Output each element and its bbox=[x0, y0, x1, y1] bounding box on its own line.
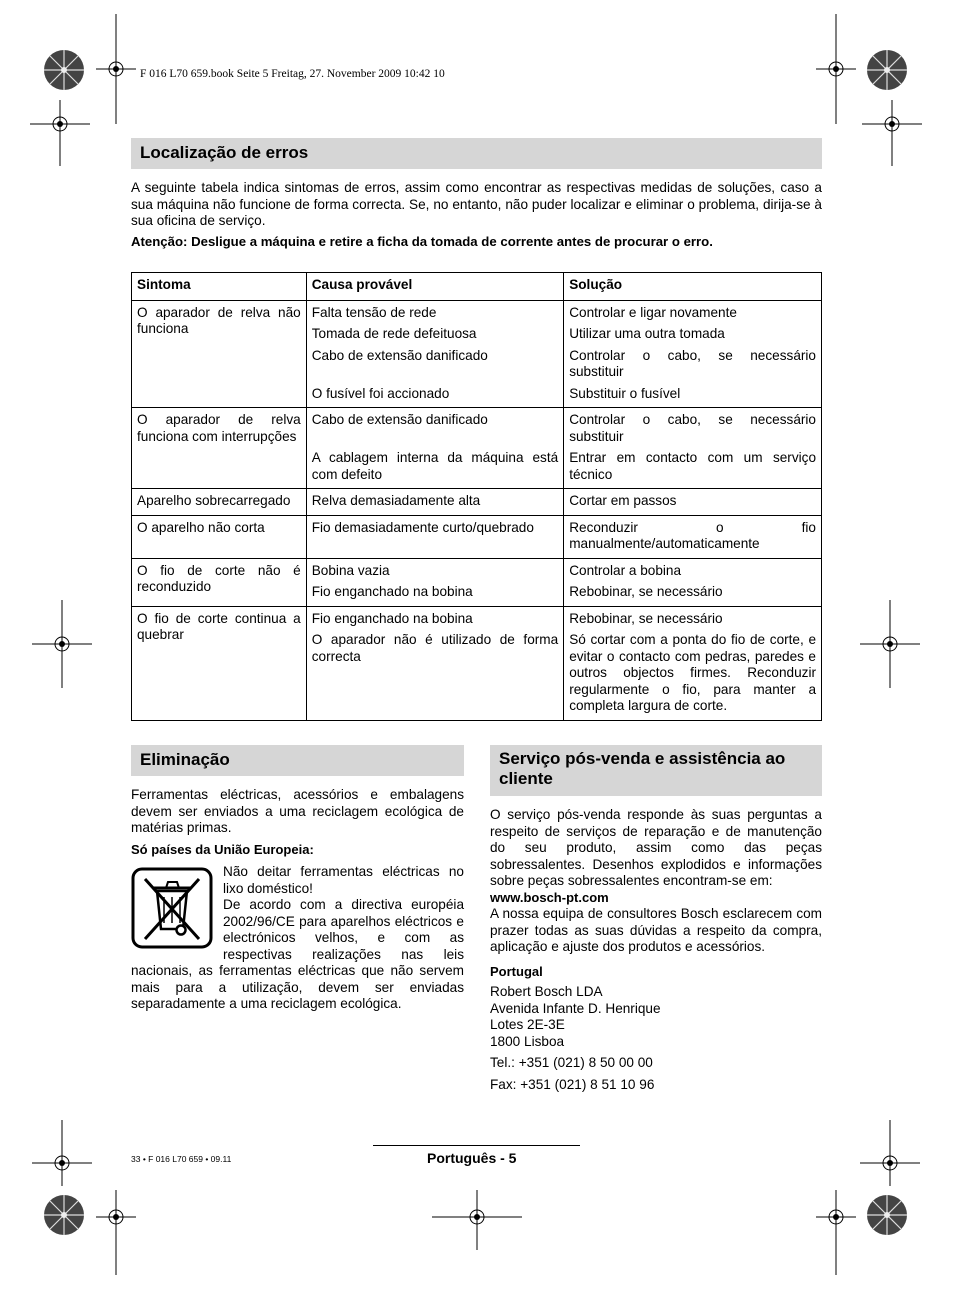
solution-item: Controlar o cabo, se necessário substituir bbox=[569, 347, 816, 379]
disposal-heading bbox=[131, 745, 464, 776]
solution-cell bbox=[564, 489, 822, 516]
cause-item: Fio enganchado na bobina bbox=[311, 584, 473, 599]
cause-item: A cablagem interna da máquina está com defeito bbox=[311, 450, 559, 482]
troubleshooting-warning: Atenção: Desligue a máquina e retire a ficha da tomada de corrente antes de procurar o erro. bbox=[131, 234, 713, 249]
table-row bbox=[132, 489, 822, 516]
cause-item: O aparador não é utilizado de forma correcta bbox=[311, 632, 559, 664]
solution-item: Controlar e ligar novamente bbox=[569, 304, 737, 320]
troubleshooting-title: Localização de erros bbox=[140, 143, 309, 162]
solution-cell bbox=[564, 606, 822, 720]
cause-item: Fio enganchado na bobina bbox=[311, 610, 473, 626]
solution-cell bbox=[564, 300, 822, 408]
cause-cell bbox=[306, 408, 563, 489]
footer-rule bbox=[373, 1145, 580, 1146]
weee-notice bbox=[131, 864, 464, 1013]
column-header-cause: Causa provável bbox=[306, 273, 563, 301]
solution-item: Rebobinar, se necessário bbox=[569, 584, 723, 599]
crop-mark bbox=[862, 100, 922, 166]
service-company: Robert Bosch LDA bbox=[490, 984, 603, 999]
service-paragraph-2: A nossa equipa de consultores Bosch esclarecem com prazer todas as suas dúvidas a respeito da compra, aplicação e ajuste dos produtos e acessórios. bbox=[490, 906, 822, 954]
cause-cell bbox=[306, 300, 563, 408]
cause-item: Cabo de extensão danificado bbox=[311, 347, 488, 363]
service-lotes: Lotes 2E-3E bbox=[490, 1017, 565, 1032]
solution-cell bbox=[564, 558, 822, 606]
registration-starburst bbox=[862, 45, 912, 95]
registration-starburst bbox=[39, 1190, 89, 1240]
symptom-cell: O aparador de relva não funciona bbox=[132, 300, 307, 408]
service-fax: Fax: +351 (021) 8 51 10 96 bbox=[490, 1076, 655, 1092]
cause-cell bbox=[306, 558, 563, 606]
cause-item: O fusível foi accionado bbox=[311, 385, 450, 401]
crop-mark bbox=[96, 14, 136, 124]
symptom-cell: O aparelho não corta bbox=[132, 515, 307, 558]
crop-mark bbox=[32, 600, 92, 688]
solution-item: Rebobinar, se necessário bbox=[569, 610, 723, 626]
troubleshooting-table bbox=[131, 272, 822, 721]
cause-cell bbox=[306, 489, 563, 516]
solution-item: Reconduzir o fio manualmente/automaticamente bbox=[569, 519, 816, 551]
solution-item: Substituir o fusível bbox=[569, 385, 681, 401]
registration-starburst bbox=[39, 45, 89, 95]
service-tel: Tel.: +351 (021) 8 50 00 00 bbox=[490, 1055, 653, 1070]
crop-mark bbox=[860, 1120, 920, 1186]
weee-notice-text-b: De acordo com a directiva européia 2002/96/CE para aparelhos eléctricos e electrónicos velhos, e com as respectivas realizações nas leis nacionais, as ferramentas eléctricas que não servem mais para a utilização, devem ser enviadas separadamente a uma reciclagem ecológica. bbox=[131, 897, 464, 1011]
service-content bbox=[490, 807, 822, 1093]
symptom-cell: Aparelho sobrecarregado bbox=[132, 489, 307, 516]
cause-item: Cabo de extensão danificado bbox=[311, 412, 488, 427]
cause-item: Fio demasiadamente curto/quebrado bbox=[311, 519, 534, 535]
cause-item: Tomada de rede defeituosa bbox=[311, 326, 477, 341]
solution-item: Controlar o cabo, se necessário substituir bbox=[569, 412, 816, 444]
crop-mark bbox=[30, 100, 90, 166]
crop-mark bbox=[816, 1190, 856, 1275]
footer-page-label: Português - 5 bbox=[427, 1150, 517, 1166]
service-title: Serviço pós-venda e assistência ao cliente bbox=[499, 749, 786, 788]
symptom-cell: O fio de corte continua a quebrar bbox=[132, 606, 307, 720]
table-row bbox=[132, 558, 822, 606]
cause-cell bbox=[306, 606, 563, 720]
eu-heading: Só países da União Europeia: bbox=[131, 842, 314, 857]
cause-item: Relva demasiadamente alta bbox=[311, 493, 481, 508]
service-country: Portugal bbox=[490, 963, 543, 979]
header-file-info: F 016 L70 659.book Seite 5 Freitag, 27. November 2009 10:42 10 bbox=[140, 68, 445, 80]
weee-notice-text-a: Não deitar ferramentas eléctricas no lixo doméstico! bbox=[223, 864, 464, 896]
crop-mark bbox=[32, 1120, 92, 1186]
cause-cell bbox=[306, 515, 563, 558]
solution-item: Controlar a bobina bbox=[569, 562, 682, 578]
symptom-cell: O fio de corte não é reconduzido bbox=[132, 558, 307, 606]
crop-mark bbox=[432, 1190, 522, 1250]
solution-cell bbox=[564, 408, 822, 489]
table-row bbox=[132, 515, 822, 558]
crop-mark bbox=[816, 14, 856, 124]
service-url-link[interactable]: www.bosch-pt.com bbox=[490, 889, 609, 905]
solution-cell bbox=[564, 515, 822, 558]
crop-mark bbox=[96, 1190, 136, 1275]
solution-item: Cortar em passos bbox=[569, 493, 677, 508]
disposal-paragraph: Ferramentas eléctricas, acessórios e embalagens devem ser enviados a uma reciclagem ecológica de matérias primas. bbox=[131, 787, 464, 835]
footer-doc-code: 33 • F 016 L70 659 • 09.11 bbox=[131, 1154, 232, 1164]
solution-item: Só cortar com a ponta do fio de corte, e evitar o contacto com pedras, paredes e outros objectos firmes. Reconduzir regularmente o fio, para manter a completa largura de corte. bbox=[569, 632, 816, 713]
solution-item: Utilizar uma outra tomada bbox=[569, 326, 725, 341]
column-header-solution: Solução bbox=[564, 273, 822, 301]
service-city: 1800 Lisboa bbox=[490, 1033, 565, 1049]
solution-item: Entrar em contacto com um serviço técnico bbox=[569, 450, 816, 482]
cause-item: Falta tensão de rede bbox=[311, 304, 437, 320]
table-row bbox=[132, 300, 822, 408]
crop-mark bbox=[860, 600, 920, 688]
disposal-title: Eliminação bbox=[140, 750, 230, 769]
troubleshooting-intro: A seguinte tabela indica sintomas de erros, assim como encontrar as respectivas medidas de soluções, caso a sua máquina não funcione de forma correcta. Se, no entanto, não puder localizar e eliminar o problema, dirija-se à sua oficina de serviço. bbox=[131, 180, 822, 228]
symptom-cell: O aparador de relva funciona com interrupções bbox=[132, 408, 307, 489]
column-header-symptom: Sintoma bbox=[132, 273, 307, 301]
table-row bbox=[132, 606, 822, 720]
service-paragraph-1: O serviço pós-venda responde às suas perguntas a respeito de serviços de reparação e de manutenção do seu produto, assim como das peças sobressalentes. Desenhos explodidos e informações sobre peças sobressalentes encontram-se em: bbox=[490, 807, 822, 888]
troubleshooting-heading bbox=[131, 138, 822, 169]
table-header-row bbox=[132, 273, 822, 301]
service-street: Avenida Infante D. Henrique bbox=[490, 1000, 661, 1016]
table-row bbox=[132, 408, 822, 489]
service-heading bbox=[490, 745, 822, 796]
cause-item: Bobina vazia bbox=[311, 562, 390, 578]
crossed-out-wheelie-bin-icon bbox=[131, 867, 214, 952]
registration-starburst bbox=[862, 1190, 912, 1240]
